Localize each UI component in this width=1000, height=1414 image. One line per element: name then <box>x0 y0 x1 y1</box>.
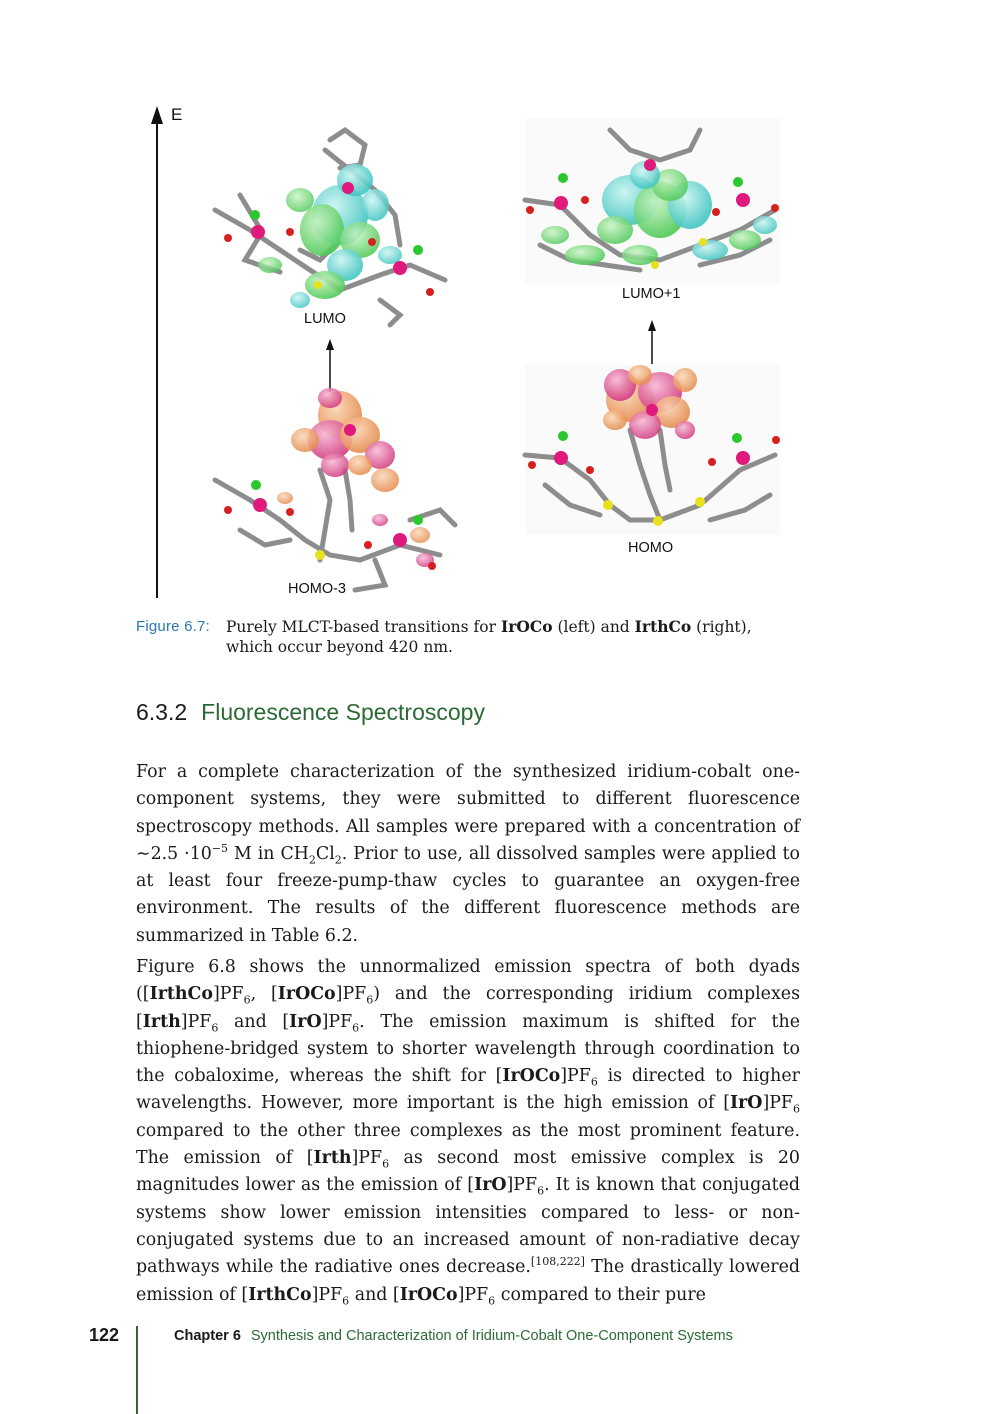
homo-structure <box>525 365 780 535</box>
lumo-plus1-structure <box>525 118 780 283</box>
running-footer <box>174 1328 733 1344</box>
paragraph-1: For a complete characterization of the synthesized iridium-cobalt one-component systems, they were submitted to different fluorescence spectroscopy methods. All samples were prepared with a concentration of ∼2.5 $\cdot 10^{-5}$ M in $CH_2Cl_2$. Prior to use, all dissolved samples were applied to at least four freeze-pump-thaw cycles to guarantee an oxygen-free environment. The results of the different fluorescence methods are summarized in Table 6.2. <box>136 762 800 946</box>
chapter-title: Synthesis and Characterization of Iridium-Cobalt One-Component Systems <box>250 1328 733 1344</box>
page-number: 122 <box>89 1325 120 1345</box>
energy-axis-arrowhead <box>151 106 163 124</box>
lumo-structure <box>215 130 445 325</box>
footer-rule <box>136 1326 138 1414</box>
lumo-plus1-label: LUMO+1 <box>622 286 681 302</box>
paragraph-2: Figure 6.8 shows the unnormalized emission spectra of both dyads ($[IrthCo]PF_6$, $[IrOCo]PF_6$) and the corresponding iridium complexes $[Irth]PF_6$ and $[IrO]PF_6$. The emission maximum is shifted for the thiophene-bridged system to shorter wavelength through coordination to the cobaloxime, whereas the shift for $[IrOCo]PF_6$ is directed to higher wavelengths. However, more important is the high emission of $[IrO]PF_6$ compared to the other three complexes as the most prominent feature. The emission of $[Irth]PF_6$ as second most emissive complex is 20 magnitudes lower as the emission of $[IrO]PF_6$. It is known that conjugated systems show lower emission intensities compared to less- or non-conjugated systems due to an increased amount of non-radiative decay pathways while the radiative ones decrease.[108,222] The drastically lowered emission of $[IrthCo]PF_6$ and $[IrOCo]PF_6$ compared to their pure <box>136 957 800 1308</box>
homo-minus3-structure <box>215 388 455 590</box>
caption-label: Figure 6.7: <box>136 618 210 635</box>
caption-text: Purely MLCT-based transitions for IrOCo (left) and IrthCo (right), which occur beyond 420 nm. <box>226 617 752 656</box>
section-title: Fluorescence Spectroscopy <box>201 699 485 725</box>
section-number: 6.3.2 <box>136 699 188 725</box>
lumo-label: LUMO <box>304 311 346 327</box>
chapter-number: Chapter 6 <box>174 1328 241 1344</box>
homo-label: HOMO <box>628 540 674 556</box>
section-heading <box>136 699 485 726</box>
orbital-diagram <box>0 0 1000 610</box>
energy-axis-label: E <box>171 105 183 124</box>
figure-caption <box>136 617 800 657</box>
figure-6-7 <box>0 0 1000 610</box>
homo-minus3-label: HOMO-3 <box>288 581 346 597</box>
